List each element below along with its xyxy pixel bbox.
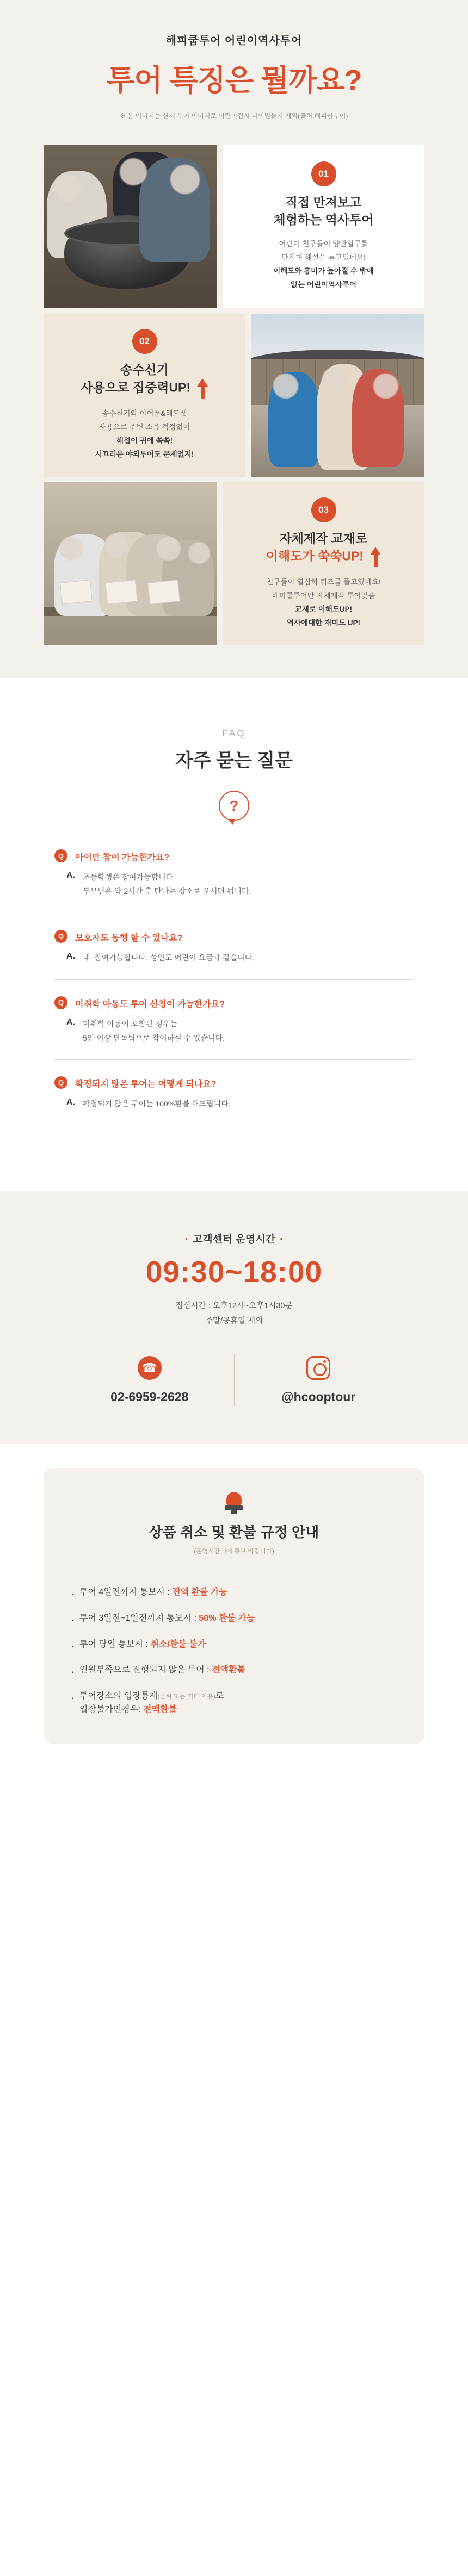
refund-item-text: 투어 3일전~1일전까지 통보시 : xyxy=(79,1614,199,1623)
lunch-hours: 점심시간 : 오후12시~오후1시30분 xyxy=(175,1302,293,1311)
feature-body-line3: 해설이 귀에 쏙쏙! xyxy=(116,437,173,445)
refund-item-highlight: 전액 환불 가능 xyxy=(172,1588,227,1597)
feature-body-line3: 이해도와 흥미가 높아질 수 밖에 xyxy=(273,266,374,275)
feature-body-line4: 역사에대한 재미도 UP! xyxy=(286,619,361,627)
faq-answer-line1: 확정되지 않은 투어는 100%환불 해드립니다. xyxy=(83,1099,231,1109)
feature-card-1 xyxy=(223,145,424,308)
faq-answer-line2: 5인 이상 단독팀으로 참여하실 수 있습니다. xyxy=(83,1033,225,1042)
phone-channel[interactable] xyxy=(65,1356,234,1404)
faq-answer-text xyxy=(83,951,254,965)
question-badge: Q xyxy=(54,849,67,862)
answer-badge: A. xyxy=(66,1098,75,1107)
instagram-icon xyxy=(306,1356,330,1380)
feature-body-line2: 해피쿱투어만 자체제작 투어맞춤 xyxy=(272,592,375,600)
faq-item[interactable] xyxy=(54,930,414,980)
faq-list xyxy=(54,849,414,1125)
feature-heading-line2: 체험하는 역사투어 xyxy=(273,213,374,227)
hero-section xyxy=(0,0,468,145)
faq-answer-line1: 미취학 아동이 포함된 경우는 xyxy=(83,1019,177,1028)
feature-body-line2: 만지며 해설을 듣고있네요! xyxy=(281,253,366,262)
faq-question-text: 아이만 참여 가능한가요? xyxy=(75,853,170,862)
feature-body xyxy=(95,407,194,462)
faq-question-text: 보호자도 동행 할 수 있나요? xyxy=(75,933,183,943)
answer-badge: A. xyxy=(66,1017,75,1027)
faq-section xyxy=(0,678,468,1191)
siren-icon xyxy=(225,1492,243,1514)
arrow-up-icon xyxy=(370,547,381,567)
refund-item xyxy=(70,1585,398,1611)
feature-heading xyxy=(273,194,373,228)
feature-body-line1: 송수신기와 이어폰&헤드셋 xyxy=(102,409,187,418)
feature-section xyxy=(0,145,468,678)
refund-section xyxy=(0,1444,468,1782)
refund-card xyxy=(44,1468,424,1744)
faq-answer-line1: 초등학생은 참여가능합니다 xyxy=(83,873,174,881)
refund-item xyxy=(70,1663,398,1689)
hero-note: ※ 본 이미지는 실제 투어 이미지로 어린이집시 나이별들지 제외(출처:해피쿱투어) xyxy=(120,112,348,120)
question-mark-icon: ? xyxy=(219,791,249,821)
instagram-handle[interactable]: @hcooptour xyxy=(281,1389,356,1404)
refund-header xyxy=(70,1492,398,1555)
faq-question-row[interactable] xyxy=(54,930,414,943)
feature-card-3 xyxy=(223,482,424,645)
faq-answer-text xyxy=(83,1097,231,1111)
question-badge: Q xyxy=(54,930,67,943)
faq-answer-line2: 부모님은 약 2시간 후 만나는 장소로 오시면 됩니다. xyxy=(83,886,251,895)
page-title: 투어 특징은 뭘까요? xyxy=(106,64,362,97)
refund-last-line-highlight: 전액환불 xyxy=(143,1705,177,1715)
feature-photo-2 xyxy=(251,314,424,477)
telephone-icon: ☎ xyxy=(138,1356,162,1380)
feature-card-2 xyxy=(44,314,245,477)
refund-item-highlight: 50% 환불 가능 xyxy=(199,1614,255,1623)
refund-item-text: 투어 당일 통보시 : xyxy=(79,1639,151,1649)
faq-answer-row xyxy=(54,1017,414,1046)
contact-section xyxy=(0,1191,468,1444)
feature-grid xyxy=(44,145,424,645)
feature-photo-1 xyxy=(44,145,217,308)
question-badge: Q xyxy=(54,996,67,1009)
refund-list xyxy=(70,1585,398,1717)
faq-item[interactable] xyxy=(54,849,414,913)
instagram-channel[interactable] xyxy=(235,1356,403,1404)
feature-row xyxy=(44,145,424,308)
refund-item-note: (날씨 또는 기타 이유) xyxy=(157,1693,215,1700)
closed-days: 주말/공휴일 제외 xyxy=(205,1316,263,1326)
operating-hours: 09:30~18:00 xyxy=(145,1255,323,1289)
contact-channels xyxy=(65,1354,403,1406)
feature-photo-3 xyxy=(44,482,217,645)
refund-item xyxy=(70,1638,398,1664)
question-badge: Q xyxy=(54,1076,67,1089)
faq-question-text: 미취학 아동도 투어 신청이 가능한가요? xyxy=(75,999,225,1009)
faq-answer-line1: 네, 참여가능합니다. 성인도 어린이 요금과 같습니다. xyxy=(83,953,255,962)
feature-heading-line1: 송수신기 xyxy=(120,362,169,377)
faq-answer-row xyxy=(54,951,414,965)
feature-heading-line2: 사용으로 집중력UP! xyxy=(81,381,191,395)
faq-question-row[interactable] xyxy=(54,1076,414,1090)
phone-number[interactable]: 02-6959-2628 xyxy=(110,1389,189,1404)
arrow-up-icon xyxy=(197,378,208,399)
refund-item xyxy=(70,1689,398,1717)
decorative-dot: · xyxy=(184,1234,188,1246)
contact-eyebrow-text: 고객센터 운영시간 xyxy=(192,1234,276,1246)
feature-badge: 01 xyxy=(311,161,336,186)
decorative-dot: · xyxy=(280,1234,284,1246)
refund-last-line-prefix: 입장불가인경우: xyxy=(79,1705,144,1715)
feature-row xyxy=(44,314,424,477)
refund-item-text: 투어장소의 입장통제 xyxy=(79,1691,158,1701)
contact-eyebrow xyxy=(0,1231,468,1246)
feature-body-line3: 교재로 이해도UP! xyxy=(294,605,353,614)
refund-item-tail: 로 xyxy=(215,1691,224,1701)
answer-badge: A. xyxy=(66,871,75,880)
refund-item xyxy=(70,1611,398,1638)
answer-badge: A. xyxy=(66,951,75,961)
feature-body-line4: 없는 어린이역사투어 xyxy=(290,280,357,289)
faq-answer-text xyxy=(83,870,251,899)
feature-heading-line2: 이해도가 쑥쑥UP! xyxy=(266,549,364,563)
faq-answer-row xyxy=(54,1097,414,1111)
feature-body xyxy=(273,238,374,292)
refund-item-text: 투어 4일전까지 통보시 : xyxy=(79,1588,173,1597)
feature-heading xyxy=(81,362,208,399)
refund-item-highlight: 취소/환불 불가 xyxy=(150,1639,206,1649)
refund-subtitle: (운영시간내에 통보 바랍니다) xyxy=(194,1548,274,1555)
feature-body-line2: 사용으로 주변 소음 걱정없이 xyxy=(98,423,190,432)
feature-badge: 02 xyxy=(132,329,157,354)
feature-body-line1: 어린이 친구들이 양반일구를 xyxy=(279,239,368,248)
hero-eyebrow: 해피쿱투어 어린이역사투어 xyxy=(165,35,303,47)
feature-body-line1: 친구들이 열심히 퀴즈를 풀고있네요! xyxy=(266,578,381,587)
refund-item-text: 인원부족으로 진행되지 않은 투어 : xyxy=(79,1665,212,1675)
faq-eyebrow: FAQ xyxy=(222,728,246,738)
faq-item[interactable] xyxy=(54,996,414,1060)
faq-title: 자주 묻는 질문 xyxy=(175,750,293,771)
faq-answer-text xyxy=(83,1017,225,1046)
faq-question-text: 확정되지 않은 투어는 어떻게 되나요? xyxy=(75,1080,217,1090)
contact-subtext xyxy=(0,1299,468,1329)
feature-heading xyxy=(266,530,381,568)
refund-item-highlight: 전액환불 xyxy=(212,1665,245,1675)
faq-item[interactable] xyxy=(54,1076,414,1125)
faq-question-row[interactable] xyxy=(54,996,414,1010)
feature-body xyxy=(266,576,381,630)
feature-body-line4: 시끄러운 야외투어도 문제없지! xyxy=(95,450,194,459)
refund-title: 상품 취소 및 환불 규정 안내 xyxy=(149,1524,319,1541)
feature-row xyxy=(44,482,424,645)
faq-answer-row xyxy=(54,870,414,899)
feature-heading-line1: 직접 만져보고 xyxy=(285,195,362,210)
feature-heading-line1: 자체제작 교재로 xyxy=(279,531,368,545)
faq-question-row[interactable] xyxy=(54,849,414,863)
feature-badge: 03 xyxy=(311,497,336,522)
